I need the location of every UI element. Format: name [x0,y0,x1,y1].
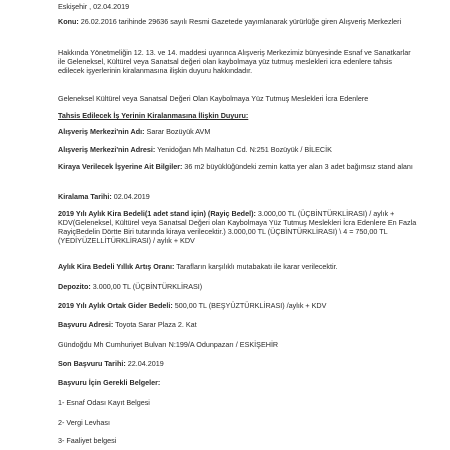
place-date-line: Eskişehir , 02.04.2019 [58,2,130,11]
deadline-label: Son Başvuru Tarihi: [58,359,126,368]
application-address-cont: Gündoğdu Mh Cumhuriyet Bulvarı N:199/A Odunpazarı / ESKİŞEHİR [58,340,279,349]
deadline-row [58,359,164,368]
application-address-label: Başvuru Adresi: [58,320,114,329]
increase-rate-label: Aylık Kira Bedeli Yıllık Artış Oranı: [58,262,175,271]
increase-rate-row [58,262,338,271]
avm-address-value: Yenidoğan Mh Malhatun Cd. N:251 Bozüyük / BİLECİK [155,145,332,154]
workplace-info-row [58,162,418,171]
application-address-row [58,320,197,329]
rent-date-label: Kiralama Tarihi: [58,192,112,201]
common-expense-row [58,301,326,310]
common-expense-value: 500,00 TL (BEŞYÜZTÜRKLİRASI) /aylık + KDV [172,301,327,310]
yearly-rent-value: 3.000,00 TL (ÜÇBİNTÜRKLİRASI) / aylık + KDV(Geleneksel, Kültürel veya Sanatsal Değeri olan Kaybolmaya Yüz Tutmuş Meslekleri İcra Edenlere En Fazla RayiçBedelin Dörtte Biri tutarında kiraya verilecektir.) 3.000,00 TL (ÜÇBİNTÜRKLİRASI) \ 4 = 750,00 TL (YEDİYÜZELLİTÜRKLİRASI) / aylık + KDV [58,209,417,245]
rent-date-value: 02.04.2019 [111,192,150,201]
deposit-label: Depozito: [58,282,91,291]
yearly-rent-row [58,209,418,245]
doc-item: 3- Faaliyet belgesi [58,436,117,445]
doc-item: 2- Vergi Levhası [58,418,110,427]
avm-name-label: Alışveriş Merkezi'nin Adı: [58,127,145,136]
rent-date-row [58,192,150,201]
section-title: Tahsis Edilecek İş Yerinin Kiralanmasına İlişkin Duyuru: [58,111,249,120]
intro-paragraph: Hakkında Yönetmeliğin 12. 13. ve 14. maddesi uyarınca Alışveriş Merkezimiz bünyesinde Esnaf ve Sanatkarlar ile Geleneksel, Kültürel veya Sanatsal değeri olan kaybolmaya yüz tutmuş meslekleri icra edenlere tahsis edilecek işyerlerinin kiralanmasına ilişkin duyuru hakkındadır. [58,48,411,75]
docs-title: Başvuru İçin Gerekli Belgeler: [58,378,161,387]
deposit-value: 3.000,00 TL (ÜÇBİNTÜRKLİRASI) [90,282,203,291]
yearly-rent-label: 2019 Yılı Aylık Kira Bedeli(1 adet stand için) (Rayiç Bedel): [58,209,256,218]
increase-rate-value: Tarafların karşılıklı mutabakatı ile karar verilecektir. [174,262,338,271]
doc-item: 1- Esnaf Odası Kayıt Belgesi [58,398,150,407]
workplace-info-label: Kiraya Verilecek İşyerine Ait Bilgiler: [58,162,183,171]
konu-text: 26.02.2016 tarihinde 29636 sayılı Resmi Gazetede yayımlanarak yürürlüğe giren Alışveriş Merkezleri [78,17,402,26]
avm-name-row [58,127,210,136]
konu-paragraph [58,17,418,26]
common-expense-label: 2019 Yılı Aylık Ortak Gider Bedeli: [58,301,173,310]
avm-address-label: Alışveriş Merkezi'nin Adresi: [58,145,156,154]
deadline-value: 22.04.2019 [125,359,164,368]
konu-label: Konu: [58,17,79,26]
deposit-row [58,282,202,291]
workplace-info-value: 36 m2 büyüklüğündeki zemin katta yer alan 3 adet bağımsız stand alanı [182,162,413,171]
application-address-value: Toyota Sarar Plaza 2. Kat [113,320,197,329]
subtitle: Geleneksel Kültürel veya Sanatsal Değeri Olan Kaybolmaya Yüz Tutmuş Meslekleri İcra Edenlere [58,94,369,103]
avm-address-row [58,145,332,154]
avm-name-value: Sarar Bozüyük AVM [144,127,211,136]
